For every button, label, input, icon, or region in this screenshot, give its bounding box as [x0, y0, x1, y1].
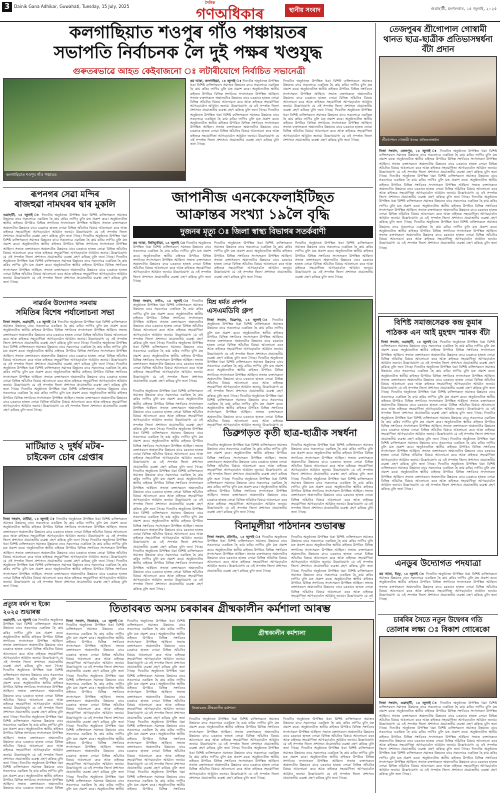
left-story1-byline: গুৱাহাটী, ১৪ জুলাই ঃ [3, 213, 40, 217]
left-story2-kicker: নাৱৰ্ডৰ উদ্যোগত সমবায় [33, 299, 97, 307]
left-story2-body-2: দিনটোৰ অনুষ্ঠানত উপস্থিত থকা বিশিষ্ট ব্যক্তিসকলে সমাজৰ উন্নয়নৰ বাবে সকলোৱে একত্ৰিত হৈ কাম কৰিব লাগিব বুলি মত প্ৰকাশ কৰে। অনুষ্ঠানটোত স্থানীয় ৰাইজৰ উপৰিও বিভিন্ন সংগঠনৰ সদস্যসকল উপস্থিত আছিল। সভাত বক্তাসকলে অঞ্চলটোৰ উন্নয়নৰ বাবে চৰকাৰে হাতত লোৱা বিভিন্ন আঁচনিৰ বিষয়ে আলোচনা কৰে আৰু ৰাইজক সহযোগিতা আগবঢ়াবলৈ আহ্বান জনায়। উল্লেখযোগ্য যে এই সন্দৰ্ভত জিলা প্ৰশাসনে প্ৰয়োজনীয় ব্যৱস্থা গ্ৰহণ কৰিছে বুলি জনা গৈছে। [3, 341, 127, 367]
lead-body-3: দিনটোৰ অনুষ্ঠানত উপস্থিত থকা বিশিষ্ট ব্যক্তিসকলে সমাজৰ উন্নয়নৰ বাবে সকলোৱে একত্ৰিত হৈ কাম কৰিব লাগিব বুলি মত প্ৰকাশ কৰে। অনুষ্ঠানটোত স্থানীয় ৰাইজৰ উপৰিও বিভিন্ন সংগঠনৰ সদস্যসকল উপস্থিত আছিল। সভাত বক্তাসকলে অঞ্চলটোৰ উন্নয়নৰ বাবে চৰকাৰে হাতত লোৱা বিভিন্ন আঁচনিৰ বিষয়ে আলোচনা কৰে আৰু ৰাইজক সহযোগিতা আগবঢ়াবলৈ আহ্বান জনায়। উল্লেখযোগ্য যে এই সন্দৰ্ভত জিলা প্ৰশাসনে প্ৰয়োজনীয় ব্যৱস্থা গ্ৰহণ কৰিছে বুলি জনা গৈছে। [283, 79, 372, 113]
center-main-subhead: দুজনৰ মৃত্যু ঃ জিলা স্বাস্থ্য বিভাগৰ সতৰ্কবাণী [133, 226, 373, 238]
lead-body-1: দিনটোৰ অনুষ্ঠানত উপস্থিত থকা বিশিষ্ট ব্যক্তিসকলে সমাজৰ উন্নয়নৰ বাবে সকলোৱে একত্ৰিত হৈ কাম কৰিব লাগিব বুলি মত প্ৰকাশ কৰে। অনুষ্ঠানটোত স্থানীয় ৰাইজৰ উপৰিও বিভিন্ন সংগঠনৰ সদস্যসকল উপস্থিত আছিল। সভাত বক্তাসকলে অঞ্চলটোৰ উন্নয়নৰ বাবে চৰকাৰে হাতত লোৱা বিভিন্ন আঁচনিৰ বিষয়ে আলোচনা কৰে আৰু ৰাইজক সহযোগিতা আগবঢ়াবলৈ আহ্বান জনায়। উল্লেখযোগ্য যে এই সন্দৰ্ভত জিলা প্ৰশাসনে প্ৰয়োজনীয় ব্যৱস্থা গ্ৰহণ কৰিছে বুলি জনা গৈছে। [190, 79, 279, 113]
bottom-photo-banner: গ্ৰীষ্মকালীন কৰ্মশালা [232, 626, 332, 641]
bottom-headline: তিতাবৰত অসম চৰকাৰৰ গ্ৰীষ্মকালীন কৰ্মশালা আৰম্ভ [109, 603, 331, 615]
left-story4-body-4: দিনটোৰ অনুষ্ঠানত উপস্থিত থকা বিশিষ্ট ব্যক্তিসকলে সমাজৰ উন্নয়নৰ বাবে সকলোৱে একত্ৰিত হৈ কাম কৰিব লাগিব বুলি মত প্ৰকাশ কৰে। অনুষ্ঠানটোত স্থানীয় ৰাইজৰ উপৰিও বিভিন্ন সংগঠনৰ সদস্যসকল উপস্থিত আছিল। সভাত বক্তাসকলে অঞ্চলটোৰ উন্নয়নৰ বাবে চৰকাৰে হাতত লোৱা বিভিন্ন [3, 760, 63, 790]
center-main-line1: জাপানীজ এনকেফেলাইটিছত [171, 190, 335, 206]
lead-photo [3, 78, 186, 181]
side-top-body-2: দিনটোৰ অনুষ্ঠানত উপস্থিত থকা বিশিষ্ট ব্যক্তিসকলে সমাজৰ উন্নয়নৰ বাবে সকলোৱে একত্ৰিত হৈ কাম কৰিব লাগিব বুলি মত প্ৰকাশ কৰে। অনুষ্ঠানটোত স্থানীয় ৰাইজৰ উপৰিও বিভিন্ন সংগঠনৰ সদস্যসকল উপস্থিত আছিল। সভাত বক্তাসকলে অঞ্চলটোৰ উন্নয়নৰ বাবে চৰকাৰে হাতত লোৱা বিভিন্ন আঁচনিৰ বিষয়ে আলোচনা কৰে আৰু ৰাইজক সহযোগিতা আগবঢ়াবলৈ আহ্বান জনায়। উল্লেখযোগ্য যে এই সন্দৰ্ভত জিলা প্ৰশাসনে প্ৰয়োজনীয় ব্যৱস্থা গ্ৰহণ কৰিছে বুলি জনা গৈছে। [379, 174, 497, 200]
mela-photo [286, 299, 373, 421]
mela-lower-body-9: দিনটোৰ অনুষ্ঠানত উপস্থিত থকা বিশিষ্ট ব্যক্তিসকলে সমাজৰ উন্নয়নৰ বাবে সকলোৱে একত্ৰিত হৈ কাম কৰিব লাগিব বুলি মত প্ৰকাশ কৰে। অনুষ্ঠানটোত স্থানীয় ৰাইজৰ উপৰিও বিভিন্ন সংগঠনৰ সদস্যসকল উপস্থিত আছিল। সভাত বক্তাসকলে অঞ্চলটোৰ উন্নয়নৰ বাবে চৰকাৰে হাতত লোৱা বিভিন্ন আঁচনিৰ বিষয়ে আলোচনা কৰে আৰু ৰাইজক সহযোগিতা আগবঢ়াবলৈ আহ্বান জনায়। উল্লেখযোগ্য যে এই সন্দৰ্ভত জিলা প্ৰশাসনে প্ৰয়োজনীয় ব্যৱস্থা গ্ৰহণ কৰিছে বুলি জনা গৈছে। [291, 476, 373, 515]
side-small1-body: দিনটোৰ অনুষ্ঠানত উপস্থিত থকা বিশিষ্ট ব্যক্তিসকলে সমাজৰ উন্নয়নৰ বাবে সকলোৱে একত্ৰিত হৈ কাম কৰিব লাগিব বুলি মত প্ৰকাশ কৰে। অনুষ্ঠানটোত স্থানীয় ৰাইজৰ উপৰিও বিভিন্ন সংগঠনৰ সদস্যসকল উপস্থিত আছিল। সভাত বক্তাসকলে অঞ্চলটোৰ উন্নয়নৰ বাবে চৰকাৰে হাতত লোৱা বিভিন্ন আঁচনিৰ বিষয়ে আলোচনা কৰে আৰু ৰাইজক সহযোগিতা আগবঢ়াবলৈ আহ্বান জনায়। উল্লেখযোগ্য যে এই সন্দৰ্ভত জিলা প্ৰশাসনে প্ৰয়োজনীয় ব্যৱস্থা গ্ৰহণ কৰিছে বুলি জনা গৈছে। [379, 572, 497, 602]
left-story3-line2: চাইকেল চোৰ গ্ৰেপ্তাৰ [26, 453, 104, 463]
left-story1-body-1: দিনটোৰ অনুষ্ঠানত উপস্থিত থকা বিশিষ্ট ব্যক্তিসকলে সমাজৰ উন্নয়নৰ বাবে সকলোৱে একত্ৰিত হৈ কাম কৰিব লাগিব বুলি মত প্ৰকাশ কৰে। অনুষ্ঠানটোত স্থানীয় ৰাইজৰ উপৰিও বিভিন্ন সংগঠনৰ সদস্যসকল উপস্থিত আছিল। সভাত বক্তাসকলে অঞ্চলটোৰ উন্নয়নৰ বাবে চৰকাৰে হাতত লোৱা বিভিন্ন আঁচনিৰ বিষয়ে আলোচনা কৰে আৰু ৰাইজক সহযোগিতা আগবঢ়াবলৈ আহ্বান জনায়। উল্লেখযোগ্য যে এই সন্দৰ্ভত জিলা প্ৰশাসনে প্ৰয়োজনীয় ব্যৱস্থা গ্ৰহণ কৰিছে বুলি জনা গৈছে। [3, 213, 127, 239]
center-main-byline: কম আৰা, তিনিচুকীয়া, ১৪ জুলাই ঃ [133, 241, 186, 245]
bottom-col1 [66, 619, 124, 791]
side-mid-headline [380, 318, 496, 337]
left-story1-body-2: দিনটোৰ অনুষ্ঠানত উপস্থিত থকা বিশিষ্ট ব্যক্তিসকলে সমাজৰ উন্নয়নৰ বাবে সকলোৱে একত্ৰিত হৈ কাম কৰিব লাগিব বুলি মত প্ৰকাশ কৰে। অনুষ্ঠানটোত স্থানীয় ৰাইজৰ উপৰিও বিভিন্ন সংগঠনৰ সদস্যসকল উপস্থিত আছিল। সভাত বক্তাসকলে অঞ্চলটোৰ উন্নয়নৰ বাবে চৰকাৰে হাতত লোৱা বিভিন্ন আঁচনিৰ বিষয়ে আলোচনা কৰে আৰু ৰাইজক সহযোগিতা আগবঢ়াবলৈ আহ্বান জনায়। উল্লেখযোগ্য যে এই সন্দৰ্ভত জিলা প্ৰশাসনে প্ৰয়োজনীয় ব্যৱস্থা গ্ৰহণ কৰিছে বুলি জনা গৈছে। [3, 234, 127, 260]
left-story1-body-3: দিনটোৰ অনুষ্ঠানত উপস্থিত থকা বিশিষ্ট ব্যক্তিসকলে সমাজৰ উন্নয়নৰ বাবে সকলোৱে একত্ৰিত হৈ কাম কৰিব লাগিব বুলি মত প্ৰকাশ কৰে। অনুষ্ঠানটোত স্থানীয় ৰাইজৰ উপৰিও বিভিন্ন সংগঠনৰ সদস্যসকল উপস্থিত আছিল। সভাত বক্তাসকলে অঞ্চলটোৰ উন্নয়নৰ বাবে চৰকাৰে হাতত লোৱা বিভিন্ন আঁচনিৰ বিষয়ে আলোচনা কৰে আৰু ৰাইজক সহযোগিতা আগবঢ়াবলৈ আহ্বান জনায়। উল্লেখযোগ্য যে এই সন্দৰ্ভত জিলা প্ৰশাসনে প্ৰয়োজনীয় ব্যৱস্থা গ্ৰহণ কৰিছে বুলি জনা গৈছে। [3, 255, 127, 285]
side-top-headline: তেজপুৰৰ শ্ৰীগোপাল গোস্বামী থানত ছাত্ৰ-ছাত্ৰীক প্ৰতিভাসম্বৰ্ধনা বঁটা প্ৰদান [383, 24, 493, 54]
mela-caption-headline: ডিব্ৰুগড়ত কৃতী ছাত্ৰ-ছাত্ৰীক সম্বৰ্ধনা [222, 428, 358, 439]
left-story3-headline [3, 442, 127, 464]
left-story3-line1: মাটিয়াত ২ দুৰ্ধৰ্ষ মটৰ- [25, 442, 105, 452]
mela-lower-body-3: দিনটোৰ অনুষ্ঠানত উপস্থিত থকা বিশিষ্ট ব্যক্তিসকলে সমাজৰ উন্নয়নৰ বাবে সকলোৱে একত্ৰিত হৈ কাম কৰিব লাগিব বুলি মত প্ৰকাশ কৰে। অনুষ্ঠানটোত স্থানীয় ৰাইজৰ উপৰিও বিভিন্ন সংগঠনৰ সদস্যসকল উপস্থিত আছিল। সভাত বক্তাসকলে অঞ্চলটোৰ উন্নয়নৰ বাবে চৰকাৰে হাতত লোৱা বিভিন্ন আঁচনিৰ বিষয়ে আলোচনা কৰে আৰু ৰাইজক সহযোগিতা আগবঢ়াবলৈ আহ্বান জনায়। উল্লেখযোগ্য যে এই সন্দৰ্ভত জিলা প্ৰশাসনে প্ৰয়োজনীয় ব্যৱস্থা গ্ৰহণ কৰিছে বুলি জনা গৈছে। [133, 468, 203, 511]
bottom-body-4: দিনটোৰ অনুষ্ঠানত উপস্থিত থকা বিশিষ্ট ব্যক্তিসকলে সমাজৰ উন্নয়নৰ বাবে সকলোৱে একত্ৰিত হৈ কাম কৰিব লাগিব বুলি মত প্ৰকাশ কৰে। অনুষ্ঠানটোত স্থানীয় [66, 774, 124, 791]
side-small2-body-3: দিনটোৰ অনুষ্ঠানত উপস্থিত থকা বিশিষ্ট ব্যক্তিসকলে সমাজৰ উন্নয়নৰ বাবে সকলোৱে একত্ৰিত হৈ কাম কৰিব লাগিব বুলি মত প্ৰকাশ কৰে। অনুষ্ঠানটোত স্থানীয় ৰাইজৰ উপৰিও বিভিন্ন সংগঠনৰ সদস্যসকল উপস্থিত আছিল। সভাত বক্তাসকলে অঞ্চলটোৰ উন্নয়নৰ বাবে চৰকাৰে হাতত লোৱা বিভিন্ন আঁচনিৰ বিষয়ে আলোচনা কৰে আৰু ৰাইজক সহযোগিতা আগবঢ়াবলৈ আহ্বান জনায়। উল্লেখযোগ্য যে এই সন্দৰ্ভত জিলা প্ৰশাসনে প্ৰয়োজনীয় ব্যৱস্থা গ্ৰহণ কৰিছে বুলি জনা গৈছে। [379, 747, 497, 777]
left-story4-text [3, 618, 63, 790]
side-small2-body-2: দিনটোৰ অনুষ্ঠানত উপস্থিত থকা বিশিষ্ট ব্যক্তিসকলে সমাজৰ উন্নয়নৰ বাবে সকলোৱে একত্ৰিত হৈ কাম কৰিব লাগিব বুলি মত প্ৰকাশ কৰে। অনুষ্ঠানটোত স্থানীয় ৰাইজৰ উপৰিও বিভিন্ন সংগঠনৰ সদস্যসকল উপস্থিত আছিল। সভাত বক্তাসকলে অঞ্চলটোৰ উন্নয়নৰ বাবে চৰকাৰে হাতত লোৱা বিভিন্ন আঁচনিৰ বিষয়ে আলোচনা কৰে আৰু ৰাইজক সহযোগিতা আগবঢ়াবলৈ আহ্বান জনায়। উল্লেখযোগ্য যে এই সন্দৰ্ভত জিলা প্ৰশাসনে প্ৰয়োজনীয় ব্যৱস্থা গ্ৰহণ কৰিছে বুলি জনা গৈছে। [379, 726, 497, 752]
rule-lead-bottom [3, 187, 373, 188]
rule-left2 [3, 440, 127, 441]
mela-lower-col2 [207, 443, 287, 517]
center-main-body-1: দিনটোৰ অনুষ্ঠানত উপস্থিত থকা বিশিষ্ট ব্যক্তিসকলে সমাজৰ উন্নয়নৰ বাবে সকলোৱে একত্ৰিত হৈ কাম কৰিব লাগিব বুলি মত প্ৰকাশ কৰে। অনুষ্ঠানটোত স্থানীয় ৰাইজৰ উপৰিও বিভিন্ন সংগঠনৰ সদস্যসকল উপস্থিত আছিল। সভাত বক্তাসকলে অঞ্চলটোৰ উন্নয়নৰ বাবে চৰকাৰে হাতত লোৱা বিভিন্ন আঁচনিৰ বিষয়ে আলোচনা কৰে আৰু ৰাইজক সহযোগিতা আগবঢ়াবলৈ আহ্বান জনায়। উল্লেখযোগ্য যে এই সন্দৰ্ভত জিলা প্ৰশাসনে প্ৰয়োজনীয় ব্যৱস্থা গ্ৰহণ কৰিছে বুলি জনা গৈছে। [133, 241, 211, 283]
side-small1-text [379, 572, 497, 612]
side-mid-body-3: দিনটোৰ অনুষ্ঠানত উপস্থিত থকা বিশিষ্ট ব্যক্তিসকলে সমাজৰ উন্নয়নৰ বাবে সকলোৱে একত্ৰিত হৈ কাম কৰিব লাগিব বুলি মত প্ৰকাশ কৰে। অনুষ্ঠানটোত স্থানীয় ৰাইজৰ উপৰিও বিভিন্ন সংগঠনৰ সদস্যসকল উপস্থিত আছিল। সভাত বক্তাসকলে অঞ্চলটোৰ উন্নয়নৰ বাবে চৰকাৰে হাতত লোৱা বিভিন্ন আঁচনিৰ বিষয়ে আলোচনা কৰে আৰু ৰাইজক সহযোগিতা আগবঢ়াবলৈ আহ্বান জনায়। উল্লেখযোগ্য যে এই সন্দৰ্ভত জিলা প্ৰশাসনে প্ৰয়োজনীয় ব্যৱস্থা গ্ৰহণ কৰিছে বুলি জনা গৈছে। [381, 390, 495, 416]
mela-lower-body-6: দিনটোৰ অনুষ্ঠানত উপস্থিত থকা বিশিষ্ট ব্যক্তিসকলে সমাজৰ উন্নয়নৰ বাবে সকলোৱে একত্ৰিত হৈ কাম কৰিব লাগিব বুলি মত প্ৰকাশ কৰে। অনুষ্ঠানটোত স্থানীয় ৰাইজৰ উপৰিও বিভিন্ন সংগঠনৰ সদস্যসকল উপস্থিত আছিল। সভাত বক্তাসকলে অঞ্চলটোৰ উন্নয়নৰ বাবে চৰকাৰে হাতত লোৱা বিভিন্ন আঁচনিৰ বিষয়ে আলোচনা কৰে আৰু ৰাইজক সহযোগিতা আগবঢ়াবলৈ আহ্বান জনায়। উল্লেখযোগ্য যে এই সন্দৰ্ভত জিলা প্ৰশাসনে প্ৰয়োজনীয় ব্যৱস্থা গ্ৰহণ কৰিছে বুলি জনা গৈছে। [207, 443, 287, 481]
side-mid-byline: নিজা সংবাদ, গুৱাহাটী, ১৪ জুলাই ঃ [381, 340, 438, 344]
side-mid-body-2: দিনটোৰ অনুষ্ঠানত উপস্থিত থকা বিশিষ্ট ব্যক্তিসকলে সমাজৰ উন্নয়নৰ বাবে সকলোৱে একত্ৰিত হৈ কাম কৰিব লাগিব বুলি মত প্ৰকাশ কৰে। অনুষ্ঠানটোত স্থানীয় ৰাইজৰ উপৰিও বিভিন্ন সংগঠনৰ সদস্যসকল উপস্থিত আছিল। সভাত বক্তাসকলে অঞ্চলটোৰ উন্নয়নৰ বাবে চৰকাৰে হাতত লোৱা বিভিন্ন আঁচনিৰ বিষয়ে আলোচনা কৰে আৰু ৰাইজক সহযোগিতা আগবঢ়াবলৈ আহ্বান জনায়। উল্লেখযোগ্য যে এই সন্দৰ্ভত জিলা প্ৰশাসনে প্ৰয়োজনীয় ব্যৱস্থা গ্ৰহণ কৰিছে বুলি জনা গৈছে। [381, 365, 495, 395]
school-body-3: দিনটোৰ অনুষ্ঠানত উপস্থিত থকা বিশিষ্ট ব্যক্তিসকলে সমাজৰ উন্নয়নৰ বাবে সকলোৱে একত্ৰিত হৈ কাম কৰিব লাগিব বুলি মত প্ৰকাশ কৰে। অনুষ্ঠানটোত স্থানীয় ৰাইজৰ উপৰিও বিভিন্ন সংগঠনৰ সদস্যসকল উপস্থিত আছিল। সভাত বক্তাসকলে অঞ্চলটোৰ উন্নয়নৰ বাবে চৰকাৰে হাতত লোৱা বিভিন্ন আঁচনিৰ বিষয়ে আলোচনা কৰে আৰু ৰাইজক সহযোগিতা আগবঢ়াবলৈ আহ্বান জনায়। উল্লেখযোগ্য যে এই [291, 568, 373, 598]
school-headline: বিনামূলীয়া পাঠদানৰ শুভাৰম্ভ [234, 521, 346, 532]
school-body-1: দিনটোৰ অনুষ্ঠানত উপস্থিত থকা বিশিষ্ট ব্যক্তিসকলে সমাজৰ উন্নয়নৰ বাবে সকলোৱে একত্ৰিত হৈ কাম কৰিব লাগিব বুলি মত প্ৰকাশ কৰে। অনুষ্ঠানটোত স্থানীয় ৰাইজৰ উপৰিও বিভিন্ন সংগঠনৰ সদস্যসকল উপস্থিত আছিল। সভাত বক্তাসকলে অঞ্চলটোৰ উন্নয়নৰ বাবে চৰকাৰে হাতত লোৱা বিভিন্ন আঁচনিৰ বিষয়ে আলোচনা কৰে আৰু ৰাইজক সহযোগিতা আগবঢ়াবলৈ আহ্বান জনায়। উল্লেখযোগ্য যে এই সন্দৰ্ভত জিলা প্ৰশাসনে প্ৰয়োজনীয় ব্যৱস্থা গ্ৰহণ কৰিছে বুলি জনা গৈছে। [207, 535, 287, 573]
rule-left-column [129, 189, 130, 514]
date-assamese: গুৱাহাটী, মংগলবাৰ, ১৫ জুলাই, ২০২৫ [430, 6, 497, 11]
side-small2-body-1: দিনটোৰ অনুষ্ঠানত উপস্থিত থকা বিশিষ্ট ব্যক্তিসকলে সমাজৰ উন্নয়নৰ বাবে সকলোৱে একত্ৰিত হৈ কাম কৰিব লাগিব বুলি মত প্ৰকাশ কৰে। অনুষ্ঠানটোত স্থানীয় ৰাইজৰ উপৰিও বিভিন্ন সংগঠনৰ সদস্যসকল উপস্থিত আছিল। সভাত বক্তাসকলে অঞ্চলটোৰ উন্নয়নৰ বাবে চৰকাৰে হাতত লোৱা বিভিন্ন আঁচনিৰ বিষয়ে আলোচনা কৰে আৰু ৰাইজক সহযোগিতা আগবঢ়াবলৈ আহ্বান জনায়। উল্লেখযোগ্য যে এই সন্দৰ্ভত জিলা প্ৰশাসনে প্ৰয়োজনীয় ব্যৱস্থা গ্ৰহণ কৰিছে বুলি জনা গৈছে। [379, 701, 497, 731]
left-story4-headline [3, 601, 63, 616]
side-top-byline: নিজা সংবাদ, তেজপুৰ, ১৪ জুলাই ঃ [379, 149, 438, 153]
left-story1-text [3, 213, 127, 295]
bottom-col4 [283, 717, 374, 791]
lead-headline [3, 23, 373, 63]
center-main-body-3: দিনটোৰ অনুষ্ঠানত উপস্থিত থকা বিশিষ্ট ব্যক্তিসকলে সমাজৰ উন্নয়নৰ বাবে সকলোৱে একত্ৰিত হৈ কাম কৰিব লাগিব বুলি মত প্ৰকাশ কৰে। অনুষ্ঠানটোত স্থানীয় ৰাইজৰ উপৰিও বিভিন্ন সংগঠনৰ সদস্যসকল উপস্থিত আছিল। সভাত বক্তাসকলে অঞ্চলটোৰ উন্নয়নৰ বাবে চৰকাৰে হাতত লোৱা বিভিন্ন আঁচনিৰ বিষয়ে আলোচনা কৰে আৰু ৰাইজক সহযোগিতা আগবঢ়াবলৈ আহ্বান জনায়। উল্লেখযোগ্য যে এই সন্দৰ্ভত জিলা প্ৰশাসনে প্ৰয়োজনীয় ব্যৱস্থা গ্ৰহণ কৰিছে বুলি জনা গৈছে। [295, 241, 373, 279]
side-top-body-1: দিনটোৰ অনুষ্ঠানত উপস্থিত থকা বিশিষ্ট ব্যক্তিসকলে সমাজৰ উন্নয়নৰ বাবে সকলোৱে একত্ৰিত হৈ কাম কৰিব লাগিব বুলি মত প্ৰকাশ কৰে। অনুষ্ঠানটোত স্থানীয় ৰাইজৰ উপৰিও বিভিন্ন সংগঠনৰ সদস্যসকল উপস্থিত আছিল। সভাত বক্তাসকলে অঞ্চলটোৰ উন্নয়নৰ বাবে চৰকাৰে হাতত লোৱা বিভিন্ন আঁচনিৰ বিষয়ে আলোচনা কৰে আৰু ৰাইজক সহযোগিতা আগবঢ়াবলৈ আহ্বান জনায়। উল্লেখযোগ্য যে এই সন্দৰ্ভত জিলা প্ৰশাসনে প্ৰয়োজনীয় ব্যৱস্থা গ্ৰহণ কৰিছে বুলি জনা গৈছে। [379, 149, 497, 179]
side-mid-line1: বিশিষ্ট সমাজসেৱক কন্দ্ৰ কুমাৰ [394, 318, 482, 327]
side-mid-text [381, 340, 495, 554]
paper-tag: দৈনিক [205, 0, 216, 5]
side-small2-headline [379, 616, 497, 634]
side-small1-byline: কম আৰা, ডিফু, ১৪ জুলাই ঃ [379, 572, 425, 576]
left-story3-byline: নিজা সংবাদ, মাটিয়া, ১৪ জুলাই ঃ [3, 517, 55, 521]
paper-name: গণঅধিকাৰ [196, 5, 264, 23]
bottom-body-7: দিনটোৰ অনুষ্ঠানত উপস্থিত থকা বিশিষ্ট ব্যক্তিসকলে সমাজৰ উন্নয়নৰ বাবে সকলোৱে একত্ৰিত হৈ কাম কৰিব লাগিব বুলি মত প্ৰকাশ কৰে। অনুষ্ঠানটোত স্থানীয় ৰাইজৰ উপৰিও বিভিন্ন সংগঠনৰ সদস্যসকল উপস্থিত আছিল। সভাত বক্তাসকলে অঞ্চলটোৰ উন্নয়নৰ বাবে চৰকাৰে হাতত লোৱা বিভিন্ন আঁচনিৰ বিষয়ে আলোচনা কৰে আৰু ৰাইজক সহযোগিতা আগবঢ়াবলৈ আহ্বান জনায়। উল্লেখযোগ্য যে এই সন্দৰ্ভত জিলা প্ৰশাসনে প্ৰয়োজনীয় ব্যৱস্থা গ্ৰহণ কৰিছে বুলি জনা গৈছে। [127, 719, 185, 775]
small-center-text [133, 299, 203, 385]
bottom-col3 [189, 717, 279, 791]
center-main-body-2: দিনটোৰ অনুষ্ঠানত উপস্থিত থকা বিশিষ্ট ব্যক্তিসকলে সমাজৰ উন্নয়নৰ বাবে সকলোৱে একত্ৰিত হৈ কাম কৰিব লাগিব বুলি মত প্ৰকাশ কৰে। অনুষ্ঠানটোত স্থানীয় ৰাইজৰ উপৰিও বিভিন্ন সংগঠনৰ সদস্যসকল উপস্থিত আছিল। সভাত বক্তাসকলে অঞ্চলটোৰ উন্নয়নৰ বাবে চৰকাৰে হাতত লোৱা বিভিন্ন আঁচনিৰ বিষয়ে আলোচনা কৰে আৰু ৰাইজক সহযোগিতা আগবঢ়াবলৈ আহ্বান জনায়। উল্লেখযোগ্য যে এই সন্দৰ্ভত জিলা প্ৰশাসনে প্ৰয়োজনীয় ব্যৱস্থা গ্ৰহণ কৰিছে বুলি জনা গৈছে। [214, 241, 292, 279]
bottom-col2 [127, 619, 185, 791]
side-mid-body-1: দিনটোৰ অনুষ্ঠানত উপস্থিত থকা বিশিষ্ট ব্যক্তিসকলে সমাজৰ উন্নয়নৰ বাবে সকলোৱে একত্ৰিত হৈ কাম কৰিব লাগিব বুলি মত প্ৰকাশ কৰে। অনুষ্ঠানটোত স্থানীয় ৰাইজৰ উপৰিও বিভিন্ন সংগঠনৰ সদস্যসকল উপস্থিত আছিল। সভাত বক্তাসকলে অঞ্চলটোৰ উন্নয়নৰ বাবে চৰকাৰে হাতত লোৱা বিভিন্ন আঁচনিৰ বিষয়ে আলোচনা কৰে আৰু ৰাইজক সহযোগিতা আগবঢ়াবলৈ আহ্বান জনায়। উল্লেখযোগ্য যে এই সন্দৰ্ভত জিলা প্ৰশাসনে প্ৰয়োজনীয় ব্যৱস্থা গ্ৰহণ কৰিছে বুলি জনা গৈছে। [381, 340, 495, 370]
rule-right-column [375, 23, 376, 793]
mela-body-3: দিনটোৰ অনুষ্ঠানত উপস্থিত থকা বিশিষ্ট ব্যক্তিসকলে সমাজৰ উন্নয়নৰ বাবে সকলোৱে একত্ৰিত হৈ কাম কৰিব লাগিব বুলি মত প্ৰকাশ কৰে। অনুষ্ঠানটোত স্থানীয় ৰাইজৰ উপৰিও বিভিন্ন সংগঠনৰ সদস্যসকল উপস্থিত আছিল। সভাত বক্তাসকলে অঞ্চলটোৰ উন্নয়নৰ বাবে চৰকাৰে হাতত লোৱা বিভিন্ন আঁচনিৰ বিষয়ে আলোচনা কৰে আৰু ৰাইজক সহযোগিতা আগবঢ়াবলৈ আহ্বান জনায়। উল্লেখযোগ্য যে [207, 393, 283, 428]
bottom-body-5: দিনটোৰ অনুষ্ঠানত উপস্থিত থকা বিশিষ্ট ব্যক্তিসকলে সমাজৰ উন্নয়নৰ বাবে সকলোৱে একত্ৰিত হৈ কাম কৰিব লাগিব বুলি মত প্ৰকাশ কৰে। অনুষ্ঠানটোত স্থানীয় ৰাইজৰ উপৰিও বিভিন্ন সংগঠনৰ সদস্যসকল উপস্থিত আছিল। সভাত বক্তাসকলে অঞ্চলটোৰ উন্নয়নৰ বাবে চৰকাৰে হাতত লোৱা বিভিন্ন আঁচনিৰ বিষয়ে আলোচনা কৰে আৰু ৰাইজক সহযোগিতা আগবঢ়াবলৈ আহ্বান জনায়। উল্লেখযোগ্য যে এই সন্দৰ্ভত জিলা প্ৰশাসনে প্ৰয়োজনীয় ব্যৱস্থা গ্ৰহণ কৰিছে বুলি জনা গৈছে। [127, 619, 185, 674]
left-story1-line1: ৰূপনগৰ সেৱা মন্দিৰ [30, 190, 100, 200]
left-story3-body-3: দিনটোৰ অনুষ্ঠানত উপস্থিত থকা বিশিষ্ট ব্যক্তিসকলে সমাজৰ উন্নয়নৰ বাবে সকলোৱে একত্ৰিত হৈ কাম কৰিব লাগিব বুলি মত প্ৰকাশ কৰে। অনুষ্ঠানটোত স্থানীয় ৰাইজৰ উপৰিও বিভিন্ন সংগঠনৰ সদস্যসকল উপস্থিত আছিল। সভাত বক্তাসকলে অঞ্চলটোৰ উন্নয়নৰ বাবে চৰকাৰে হাতত লোৱা বিভিন্ন আঁচনিৰ বিষয়ে আলোচনা কৰে আৰু ৰাইজক সহযোগিতা আগবঢ়াবলৈ আহ্বান জনায়। উল্লেখযোগ্য যে এই সন্দৰ্ভত জিলা প্ৰশাসনে প্ৰয়োজনীয় ব্যৱস্থা গ্ৰহণ কৰিছে বুলি জনা গৈছে। [3, 559, 127, 589]
bottom-body-10: দিনটোৰ অনুষ্ঠানত উপস্থিত থকা বিশিষ্ট ব্যক্তিসকলে সমাজৰ উন্নয়নৰ বাবে সকলোৱে একত্ৰিত হৈ কাম কৰিব লাগিব বুলি মত প্ৰকাশ কৰে। অনুষ্ঠানটোত স্থানীয় ৰাইজৰ উপৰিও বিভিন্ন সংগঠনৰ সদস্যসকল উপস্থিত আছিল। সভাত বক্তাসকলে অঞ্চলটোৰ উন্নয়নৰ বাবে চৰকাৰে হাতত লোৱা বিভিন্ন আঁচনিৰ বিষয়ে আলোচনা কৰে আৰু ৰাইজক সহযোগিতা আগবঢ়াবলৈ আহ্বান জনায়। উল্লেখযোগ্য যে এই সন্দৰ্ভত জিলা প্ৰশাসনে প্ৰয়োজনীয় ব্যৱস্থা গ্ৰহণ কৰিছে বুলি জনা গৈছে। [189, 746, 279, 780]
mela-lower-body-8: দিনটোৰ অনুষ্ঠানত উপস্থিত থকা বিশিষ্ট ব্যক্তিসকলে সমাজৰ উন্নয়নৰ বাবে সকলোৱে একত্ৰিত হৈ কাম কৰিব লাগিব বুলি মত প্ৰকাশ কৰে। অনুষ্ঠানটোত স্থানীয় ৰাইজৰ উপৰিও বিভিন্ন সংগঠনৰ সদস্যসকল উপস্থিত আছিল। সভাত বক্তাসকলে অঞ্চলটোৰ উন্নয়নৰ বাবে চৰকাৰে হাতত লোৱা বিভিন্ন আঁচনিৰ বিষয়ে আলোচনা কৰে আৰু ৰাইজক সহযোগিতা আগবঢ়াবলৈ আহ্বান জনায়। উল্লেখযোগ্য যে এই সন্দৰ্ভত জিলা প্ৰশাসনে প্ৰয়োজনীয় ব্যৱস্থা গ্ৰহণ কৰিছে বুলি জনা গৈছে। [291, 443, 373, 481]
side-top-text [379, 149, 497, 309]
bottom-byline: নিজা সংবাদ, তিতাবৰ, ১৪ জুলাই ঃ [66, 619, 124, 623]
mela-kicker: মিশ্ৰ ধৰ্মত প্ৰদৰ্শন [207, 299, 247, 306]
bottom-body-9: দিনটোৰ অনুষ্ঠানত উপস্থিত থকা বিশিষ্ট ব্যক্তিসকলে সমাজৰ উন্নয়নৰ বাবে সকলোৱে একত্ৰিত হৈ কাম কৰিব লাগিব বুলি মত প্ৰকাশ কৰে। অনুষ্ঠানটোত স্থানীয় ৰাইজৰ উপৰিও বিভিন্ন সংগঠনৰ সদস্যসকল উপস্থিত আছিল। সভাত বক্তাসকলে অঞ্চলটোৰ উন্নয়নৰ বাবে চৰকাৰে হাতত লোৱা বিভিন্ন আঁচনিৰ বিষয়ে আলোচনা কৰে আৰু ৰাইজক সহযোগিতা আগবঢ়াবলৈ আহ্বান জনায়। উল্লেখযোগ্য যে এই সন্দৰ্ভত জিলা প্ৰশাসনে প্ৰয়োজনীয় ব্যৱস্থা গ্ৰহণ কৰিছে বুলি জনা গৈছে। [189, 717, 279, 751]
rule-side-small1 [378, 614, 498, 615]
left-story3-body-2: দিনটোৰ অনুষ্ঠানত উপস্থিত থকা বিশিষ্ট ব্যক্তিসকলে সমাজৰ উন্নয়নৰ বাবে সকলোৱে একত্ৰিত হৈ কাম কৰিব লাগিব বুলি মত প্ৰকাশ কৰে। অনুষ্ঠানটোত স্থানীয় ৰাইজৰ উপৰিও বিভিন্ন সংগঠনৰ সদস্যসকল উপস্থিত আছিল। সভাত বক্তাসকলে অঞ্চলটোৰ উন্নয়নৰ বাবে চৰকাৰে হাতত লোৱা বিভিন্ন আঁচনিৰ বিষয়ে আলোচনা কৰে আৰু ৰাইজক সহযোগিতা আগবঢ়াবলৈ আহ্বান জনায়। উল্লেখযোগ্য যে এই সন্দৰ্ভত জিলা প্ৰশাসনে প্ৰয়োজনীয় ব্যৱস্থা গ্ৰহণ কৰিছে বুলি জনা গৈছে। [3, 538, 127, 564]
bottom-body-3: দিনটোৰ অনুষ্ঠানত উপস্থিত থকা বিশিষ্ট ব্যক্তিসকলে সমাজৰ উন্নয়নৰ বাবে সকলোৱে একত্ৰিত হৈ কাম কৰিব লাগিব বুলি মত প্ৰকাশ কৰে। অনুষ্ঠানটোত স্থানীয় ৰাইজৰ উপৰিও বিভিন্ন সংগঠনৰ সদস্যসকল উপস্থিত আছিল। সভাত বক্তাসকলে অঞ্চলটোৰ উন্নয়নৰ বাবে চৰকাৰে হাতত লোৱা বিভিন্ন আঁচনিৰ বিষয়ে আলোচনা কৰে আৰু ৰাইজক সহযোগিতা আগবঢ়াবলৈ আহ্বান জনায়। উল্লেখযোগ্য যে এই সন্দৰ্ভত জিলা প্ৰশাসনে প্ৰয়োজনীয় ব্যৱস্থা গ্ৰহণ কৰিছে বুলি জনা গৈছে। [66, 724, 124, 779]
bottom-body-12: দিনটোৰ অনুষ্ঠানত উপস্থিত থকা বিশিষ্ট ব্যক্তিসকলে সমাজৰ উন্নয়নৰ বাবে সকলোৱে একত্ৰিত হৈ কাম কৰিব লাগিব বুলি মত প্ৰকাশ কৰে। অনুষ্ঠানটোত স্থানীয় ৰাইজৰ উপৰিও বিভিন্ন সংগঠনৰ সদস্যসকল উপস্থিত আছিল। সভাত বক্তাসকলে অঞ্চলটোৰ উন্নয়নৰ বাবে চৰকাৰে হাতত লোৱা বিভিন্ন আঁচনিৰ বিষয়ে আলোচনা কৰে আৰু ৰাইজক সহযোগিতা আগবঢ়াবলৈ আহ্বান জনায়। উল্লেখযোগ্য যে এই সন্দৰ্ভত জিলা প্ৰশাসনে প্ৰয়োজনীয় ব্যৱস্থা গ্ৰহণ কৰিছে বুলি জনা গৈছে। [283, 746, 374, 780]
mela-byline: নিজা সংবাদ, ডিব্ৰুগড়, ১৪ জুলাই ঃ [207, 318, 270, 322]
side-mid-body-5: দিনটোৰ অনুষ্ঠানত উপস্থিত থকা বিশিষ্ট ব্যক্তিসকলে সমাজৰ উন্নয়নৰ বাবে সকলোৱে একত্ৰিত হৈ কাম কৰিব লাগিব বুলি মত প্ৰকাশ কৰে। অনুষ্ঠানটোত স্থানীয় ৰাইজৰ উপৰিও বিভিন্ন সংগঠনৰ সদস্যসকল উপস্থিত আছিল। সভাত বক্তাসকলে অঞ্চলটোৰ উন্নয়নৰ বাবে চৰকাৰে হাতত লোৱা বিভিন্ন আঁচনিৰ বিষয়ে আলোচনা কৰে আৰু ৰাইজক সহযোগিতা আগবঢ়াবলৈ আহ্বান জনায়। উল্লেখযোগ্য যে এই সন্দৰ্ভত জিলা প্ৰশাসনে প্ৰয়োজনীয় ব্যৱস্থা গ্ৰহণ কৰিছে বুলি জনা গৈছে। [381, 436, 495, 466]
center-main-headline [133, 190, 373, 224]
left-story4-body-2: দিনটোৰ অনুষ্ঠানত উপস্থিত থকা বিশিষ্ট ব্যক্তিসকলে সমাজৰ উন্নয়নৰ বাবে সকলোৱে একত্ৰিত হৈ কাম কৰিব লাগিব বুলি মত প্ৰকাশ কৰে। অনুষ্ঠানটোত স্থানীয় ৰাইজৰ উপৰিও বিভিন্ন সংগঠনৰ সদস্যসকল উপস্থিত আছিল। সভাত বক্তাসকলে অঞ্চলটোৰ উন্নয়নৰ বাবে চৰকাৰে হাতত লোৱা বিভিন্ন আঁচনিৰ বিষয়ে আলোচনা কৰে আৰু ৰাইজক সহযোগিতা আগবঢ়াবলৈ আহ্বান জনায়। উল্লেখযোগ্য যে এই সন্দৰ্ভত জিলা প্ৰশাসনে প্ৰয়োজনীয় ব্যৱস্থা গ্ৰহণ কৰিছে বুলি জনা গৈছে। [3, 668, 63, 719]
lead-byline: কম আৰা, কলগাছিয়া, ১৪ জুলাই ঃ [190, 79, 242, 83]
side-top-caption: শ্ৰীগোপাল গোস্বামী থানত প্ৰতিভাসম্বৰ্ধনা [380, 136, 496, 145]
left-story2-headline: সমিতিৰ বিশেষ পৰ্যালোচনা সভা [15, 308, 115, 317]
lead-headline-line2: সভাপতি নিৰ্বাচনক লৈ দুই পক্ষৰ খণ্ডযুদ্ধ [53, 43, 323, 63]
rule-left3 [3, 599, 127, 600]
bottom-body-8: দিনটোৰ অনুষ্ঠানত উপস্থিত থকা বিশিষ্ট ব্যক্তিসকলে সমাজৰ উন্নয়নৰ বাবে সকলোৱে একত্ৰিত হৈ কাম কৰিব লাগিব বুলি মত প্ৰকাশ কৰে। অনুষ্ঠানটোত স্থানীয় ৰাইজৰ উপৰিও বিভিন্ন সংগঠনৰ [127, 770, 185, 791]
left-story2-body-4: দিনটোৰ অনুষ্ঠানত উপস্থিত থকা বিশিষ্ট ব্যক্তিসকলে সমাজৰ উন্নয়নৰ বাবে সকলোৱে একত্ৰিত হৈ কাম কৰিব লাগিব বুলি মত প্ৰকাশ কৰে। অনুষ্ঠানটোত স্থানীয় ৰাইজৰ উপৰিও বিভিন্ন সংগঠনৰ সদস্যসকল উপস্থিত আছিল। সভাত বক্তাসকলে অঞ্চলটোৰ উন্নয়নৰ বাবে চৰকাৰে হাতত লোৱা বিভিন্ন আঁচনিৰ বিষয়ে আলোচনা কৰে আৰু ৰাইজক সহযোগিতা আগবঢ়াবলৈ আহ্বান জনায়। উল্লেখযোগ্য যে এই সন্দৰ্ভত জিলা প্ৰশাসনে প্ৰয়োজনীয় ব্যৱস্থা গ্ৰহণ কৰিছে বুলি জনা গৈছে। [3, 387, 127, 413]
bottom-body-6: দিনটোৰ অনুষ্ঠানত উপস্থিত থকা বিশিষ্ট ব্যক্তিসকলে সমাজৰ উন্নয়নৰ বাবে সকলোৱে একত্ৰিত হৈ কাম কৰিব লাগিব বুলি মত প্ৰকাশ কৰে। অনুষ্ঠানটোত স্থানীয় ৰাইজৰ উপৰিও বিভিন্ন সংগঠনৰ সদস্যসকল উপস্থিত আছিল। সভাত বক্তাসকলে অঞ্চলটোৰ উন্নয়নৰ বাবে চৰকাৰে হাতত লোৱা বিভিন্ন আঁচনিৰ বিষয়ে আলোচনা কৰে আৰু ৰাইজক সহযোগিতা আগবঢ়াবলৈ আহ্বান জনায়। উল্লেখযোগ্য যে এই সন্দৰ্ভত জিলা প্ৰশাসনে প্ৰয়োজনীয় ব্যৱস্থা গ্ৰহণ কৰিছে বুলি জনা গৈছে। [127, 669, 185, 724]
rule-bottom-top [66, 601, 374, 602]
side-top-photo [379, 56, 497, 146]
mela-lower-body-1: দিনটোৰ অনুষ্ঠানত উপস্থিত থকা বিশিষ্ট ব্যক্তিসকলে সমাজৰ উন্নয়নৰ বাবে সকলোৱে একত্ৰিত হৈ কাম কৰিব লাগিব বুলি মত প্ৰকাশ কৰে। অনুষ্ঠানটোত স্থানীয় ৰাইজৰ উপৰিও বিভিন্ন সংগঠনৰ সদস্যসকল উপস্থিত আছিল। সভাত বক্তাসকলে অঞ্চলটোৰ উন্নয়নৰ বাবে চৰকাৰে হাতত লোৱা বিভিন্ন আঁচনিৰ বিষয়ে আলোচনা কৰে আৰু ৰাইজক সহযোগিতা আগবঢ়াবলৈ আহ্বান জনায়। উল্লেখযোগ্য যে এই সন্দৰ্ভত জিলা প্ৰশাসনে প্ৰয়োজনীয় ব্যৱস্থা গ্ৰহণ কৰিছে বুলি জনা গৈছে। [133, 389, 203, 431]
mela-headline: এসএমডিবি গ্ৰুপ [207, 307, 254, 315]
mela-lower-body-7: দিনটোৰ অনুষ্ঠানত উপস্থিত থকা বিশিষ্ট ব্যক্তিসকলে সমাজৰ উন্নয়নৰ বাবে সকলোৱে একত্ৰিত হৈ কাম কৰিব লাগিব বুলি মত প্ৰকাশ কৰে। অনুষ্ঠানটোত স্থানীয় ৰাইজৰ উপৰিও বিভিন্ন সংগঠনৰ সদস্যসকল উপস্থিত আছিল। সভাত বক্তাসকলে অঞ্চলটোৰ উন্নয়নৰ বাবে চৰকাৰে হাতত লোৱা বিভিন্ন আঁচনিৰ বিষয়ে আলোচনা কৰে আৰু ৰাইজক সহযোগিতা আগবঢ়াবলৈ আহ্বান জনায়। উল্লেখযোগ্য যে এই সন্দৰ্ভত জিলা প্ৰশাসনে প্ৰয়োজনীয় ব্যৱস্থা গ্ৰহণ কৰিছে বুলি জনা গৈছে। [207, 476, 287, 515]
left-story1-line2: ৰাজহুৱা নামঘৰৰ দ্বাৰ মুকলি [14, 200, 116, 210]
edition-line: Dainik Gana Adhikar, Guwahati, Tuesday, 15 July, 2025 [14, 4, 130, 9]
rule-left1 [3, 297, 127, 298]
side-small2-byline: নিজা সংবাদ, গুৱাহাটী, ১৪ জুলাই ঃ [379, 701, 438, 705]
mela-body-2: দিনটোৰ অনুষ্ঠানত উপস্থিত থকা বিশিষ্ট ব্যক্তিসকলে সমাজৰ উন্নয়নৰ বাবে সকলোৱে একত্ৰিত হৈ কাম কৰিব লাগিব বুলি মত প্ৰকাশ কৰে। অনুষ্ঠানটোত স্থানীয় ৰাইজৰ উপৰিও বিভিন্ন সংগঠনৰ সদস্যসকল উপস্থিত আছিল। সভাত বক্তাসকলে অঞ্চলটোৰ উন্নয়নৰ বাবে চৰকাৰে হাতত লোৱা বিভিন্ন আঁচনিৰ বিষয়ে আলোচনা কৰে আৰু ৰাইজক সহযোগিতা আগবঢ়াবলৈ আহ্বান জনায়। উল্লেখযোগ্য যে এই সন্দৰ্ভত জিলা প্ৰশাসনে প্ৰয়োজনীয় ব্যৱস্থা গ্ৰহণ কৰিছে বুলি জনা গৈছে। [207, 355, 283, 398]
mela-lower-body-4: দিনটোৰ অনুষ্ঠানত উপস্থিত থকা বিশিষ্ট ব্যক্তিসকলে সমাজৰ উন্নয়নৰ বাবে সকলোৱে একত্ৰিত হৈ কাম কৰিব লাগিব বুলি মত প্ৰকাশ কৰে। অনুষ্ঠানটোত স্থানীয় ৰাইজৰ উপৰিও বিভিন্ন সংগঠনৰ সদস্যসকল উপস্থিত আছিল। সভাত বক্তাসকলে অঞ্চলটোৰ উন্নয়নৰ বাবে চৰকাৰে হাতত লোৱা বিভিন্ন আঁচনিৰ বিষয়ে আলোচনা কৰে আৰু ৰাইজক সহযোগিতা আগবঢ়াবলৈ আহ্বান জনায়। উল্লেখযোগ্য যে এই সন্দৰ্ভত জিলা প্ৰশাসনে প্ৰয়োজনীয় ব্যৱস্থা গ্ৰহণ কৰিছে বুলি জনা গৈছে। [133, 506, 203, 549]
side-small2-photo [379, 636, 497, 698]
left-story4-line2: ২০২৫ শুভাৰম্ভ [3, 608, 41, 616]
center-main-line2: আক্ৰান্তৰ সংখ্যা ১৯লৈ বৃদ্ধি [176, 207, 330, 223]
side-mid-line2: পাঠকক এন আই মুহম্মদ স্মাৰক বঁটা [385, 327, 491, 337]
lead-headline-line1: কলগাছিয়াত শওপুৰ গাঁও পঞ্চায়তৰ [69, 23, 307, 43]
left-story4-body-1: দিনটোৰ অনুষ্ঠানত উপস্থিত থকা বিশিষ্ট ব্যক্তিসকলে সমাজৰ উন্নয়নৰ বাবে সকলোৱে একত্ৰিত হৈ কাম কৰিব লাগিব বুলি মত প্ৰকাশ কৰে। অনুষ্ঠানটোত স্থানীয় ৰাইজৰ উপৰিও বিভিন্ন সংগঠনৰ সদস্যসকল উপস্থিত আছিল। সভাত বক্তাসকলে অঞ্চলটোৰ উন্নয়নৰ বাবে চৰকাৰে হাতত লোৱা বিভিন্ন আঁচনিৰ বিষয়ে আলোচনা কৰে আৰু ৰাইজক সহযোগিতা আগবঢ়াবলৈ আহ্বান জনায়। উল্লেখযোগ্য যে এই সন্দৰ্ভত জিলা প্ৰশাসনে প্ৰয়োজনীয় ব্যৱস্থা গ্ৰহণ কৰিছে বুলি জনা গৈছে। [3, 618, 63, 669]
rule-side-top-bottom [378, 313, 498, 314]
side-small1-headline: এনডুৰ উদ্যোগত পদযাত্ৰা [394, 559, 482, 569]
side-mid-body-6: দিনটোৰ অনুষ্ঠানত উপস্থিত থকা বিশিষ্ট ব্যক্তিসকলে সমাজৰ উন্নয়নৰ বাবে সকলোৱে একত্ৰিত হৈ কাম কৰিব লাগিব বুলি মত প্ৰকাশ কৰে। অনুষ্ঠানটোত স্থানীয় ৰাইজৰ উপৰিও বিভিন্ন সংগঠনৰ সদস্যসকল উপস্থিত আছিল। সভাত বক্তাসকলে অঞ্চলটোৰ উন্নয়নৰ বাবে চৰকাৰে হাতত লোৱা বিভিন্ন আঁচনিৰ বিষয়ে আলোচনা কৰে আৰু ৰাইজক সহযোগিতা আগবঢ়াবলৈ আহ্বান জনায়। উল্লেখযোগ্য যে এই সন্দৰ্ভত জিলা প্ৰশাসনে প্ৰয়োজনীয় ব্যৱস্থা গ্ৰহণ কৰিছে বুলি জনা গৈছে। [381, 461, 495, 492]
left-story2-body-1: দিনটোৰ অনুষ্ঠানত উপস্থিত থকা বিশিষ্ট ব্যক্তিসকলে সমাজৰ উন্নয়নৰ বাবে সকলোৱে একত্ৰিত হৈ কাম কৰিব লাগিব বুলি মত প্ৰকাশ কৰে। অনুষ্ঠানটোত স্থানীয় ৰাইজৰ উপৰিও বিভিন্ন সংগঠনৰ সদস্যসকল উপস্থিত আছিল। সভাত বক্তাসকলে অঞ্চলটোৰ উন্নয়নৰ বাবে চৰকাৰে হাতত লোৱা বিভিন্ন আঁচনিৰ বিষয়ে আলোচনা কৰে আৰু ৰাইজক সহযোগিতা আগবঢ়াবলৈ আহ্বান জনায়। উল্লেখযোগ্য যে এই সন্দৰ্ভত জিলা প্ৰশাসনে প্ৰয়োজনীয় ব্যৱস্থা গ্ৰহণ কৰিছে বুলি জনা গৈছে। [3, 320, 127, 346]
rule-mela [207, 519, 373, 520]
school-body-2: দিনটোৰ অনুষ্ঠানত উপস্থিত থকা বিশিষ্ট ব্যক্তিসকলে সমাজৰ উন্নয়নৰ বাবে সকলোৱে একত্ৰিত হৈ কাম কৰিব লাগিব বুলি মত প্ৰকাশ কৰে। অনুষ্ঠানটোত স্থানীয় ৰাইজৰ উপৰিও বিভিন্ন সংগঠনৰ সদস্যসকল উপস্থিত আছিল। সভাত বক্তাসকলে অঞ্চলটোৰ উন্নয়নৰ বাবে চৰকাৰে হাতত লোৱা বিভিন্ন আঁচনিৰ বিষয়ে আলোচনা কৰে আৰু ৰাইজক সহযোগিতা আগবঢ়াবলৈ আহ্বান জনায়। উল্লেখযোগ্য যে এই সন্দৰ্ভত জিলা প্ৰশাসনে প্ৰয়োজনীয় ব্যৱস্থা গ্ৰহণ কৰিছে বুলি জনা গৈছে। [291, 535, 373, 573]
side-mid-body-4: দিনটোৰ অনুষ্ঠানত উপস্থিত থকা বিশিষ্ট ব্যক্তিসকলে সমাজৰ উন্নয়নৰ বাবে সকলোৱে একত্ৰিত হৈ কাম কৰিব লাগিব বুলি মত প্ৰকাশ কৰে। অনুষ্ঠানটোত স্থানীয় ৰাইজৰ উপৰিও বিভিন্ন সংগঠনৰ সদস্যসকল উপস্থিত আছিল। সভাত বক্তাসকলে অঞ্চলটোৰ উন্নয়নৰ বাবে চৰকাৰে হাতত লোৱা বিভিন্ন আঁচনিৰ বিষয়ে আলোচনা কৰে আৰু ৰাইজক সহযোগিতা আগবঢ়াবলৈ আহ্বান জনায়। উল্লেখযোগ্য যে এই সন্দৰ্ভত জিলা প্ৰশাসনে প্ৰয়োজনীয় ব্যৱস্থা গ্ৰহণ কৰিছে বুলি জনা গৈছে। [381, 411, 495, 441]
side-top-body-4: দিনটোৰ অনুষ্ঠানত উপস্থিত থকা বিশিষ্ট ব্যক্তিসকলে সমাজৰ উন্নয়নৰ বাবে সকলোৱে একত্ৰিত হৈ কাম কৰিব লাগিব বুলি মত প্ৰকাশ কৰে। অনুষ্ঠানটোত স্থানীয় ৰাইজৰ উপৰিও বিভিন্ন সংগঠনৰ সদস্যসকল উপস্থিত আছিল। সভাত বক্তাসকলে অঞ্চলটোৰ উন্নয়নৰ বাবে চৰকাৰে হাতত লোৱা বিভিন্ন আঁচনিৰ বিষয়ে আলোচনা কৰে আৰু ৰাইজক সহযোগিতা আগবঢ়াবলৈ আহ্বান জনায়। উল্লেখযোগ্য যে এই সন্দৰ্ভত জিলা প্ৰশাসনে প্ৰয়োজনীয় ব্যৱস্থা গ্ৰহণ কৰিছে বুলি জনা গৈছে। [379, 220, 497, 250]
mela-lower-col1 [133, 389, 203, 599]
small-center-body-2: দিনটোৰ অনুষ্ঠানত উপস্থিত থকা বিশিষ্ট ব্যক্তিসকলে সমাজৰ উন্নয়নৰ বাবে সকলোৱে একত্ৰিত হৈ কাম কৰিব লাগিব বুলি মত প্ৰকাশ কৰে। অনুষ্ঠানটোত স্থানীয় ৰাইজৰ উপৰিও বিভিন্ন সংগঠনৰ সদস্যসকল উপস্থিত আছিল। সভাত বক্তাসকলে অঞ্চলটোৰ উন্নয়নৰ বাবে চৰকাৰে হাতত লোৱা বিভিন্ন আঁচনিৰ বিষয়ে আলোচনা কৰে আৰু ৰাইজক সহযোগিতা আগবঢ়াবলৈ আহ্বান জনায়। উল্লেখযোগ্য যে এই সন্দৰ্ভত জিলা প্ৰশাসনে প্ৰয়োজনীয় ব্যৱস্থা গ্ৰহণ কৰিছে বুলি জনা গৈছে। [133, 341, 203, 383]
lead-text-col1 [190, 79, 279, 184]
left-story4-line1: প্ৰত্যুষ বৰ্ধন দ্য ইকো [3, 601, 50, 608]
bottom-body-2: দিনটোৰ অনুষ্ঠানত উপস্থিত থকা বিশিষ্ট ব্যক্তিসকলে সমাজৰ উন্নয়নৰ বাবে সকলোৱে একত্ৰিত হৈ কাম কৰিব লাগিব বুলি মত প্ৰকাশ কৰে। অনুষ্ঠানটোত স্থানীয় ৰাইজৰ উপৰিও বিভিন্ন সংগঠনৰ সদস্যসকল উপস্থিত আছিল। সভাত বক্তাসকলে অঞ্চলটোৰ উন্নয়নৰ বাবে চৰকাৰে হাতত লোৱা বিভিন্ন আঁচনিৰ বিষয়ে আলোচনা কৰে আৰু ৰাইজক সহযোগিতা আগবঢ়াবলৈ আহ্বান জনায়। উল্লেখযোগ্য যে এই সন্দৰ্ভত জিলা প্ৰশাসনে প্ৰয়োজনীয় ব্যৱস্থা গ্ৰহণ কৰিছে বুলি জনা গৈছে। [66, 673, 124, 729]
left-story4-body-3: দিনটোৰ অনুষ্ঠানত উপস্থিত থকা বিশিষ্ট ব্যক্তিসকলে সমাজৰ উন্নয়নৰ বাবে সকলোৱে একত্ৰিত হৈ কাম কৰিব লাগিব বুলি মত প্ৰকাশ কৰে। অনুষ্ঠানটোত স্থানীয় ৰাইজৰ উপৰিও বিভিন্ন সংগঠনৰ সদস্যসকল উপস্থিত আছিল। সভাত বক্তাসকলে অঞ্চলটোৰ উন্নয়নৰ বাবে চৰকাৰে হাতত লোৱা বিভিন্ন আঁচনিৰ বিষয়ে আলোচনা কৰে আৰু ৰাইজক সহযোগিতা আগবঢ়াবলৈ আহ্বান জনায়। উল্লেখযোগ্য যে এই সন্দৰ্ভত জিলা প্ৰশাসনে প্ৰয়োজনীয় ব্যৱস্থা গ্ৰহণ কৰিছে বুলি জনা গৈছে। [3, 714, 63, 765]
lead-subhead: গুৰুতৰভাৱে আহত কেইবাজনো ঃ লটাৰীযোগে নিৰ্বাচিত সভানেত্ৰী [72, 67, 306, 77]
left-story2-body-3: দিনটোৰ অনুষ্ঠানত উপস্থিত থকা বিশিষ্ট ব্যক্তিসকলে সমাজৰ উন্নয়নৰ বাবে সকলোৱে একত্ৰিত হৈ কাম কৰিব লাগিব বুলি মত প্ৰকাশ কৰে। অনুষ্ঠানটোত স্থানীয় ৰাইজৰ উপৰিও বিভিন্ন সংগঠনৰ সদস্যসকল উপস্থিত আছিল। সভাত বক্তাসকলে অঞ্চলটোৰ উন্নয়নৰ বাবে চৰকাৰে হাতত লোৱা বিভিন্ন আঁচনিৰ বিষয়ে আলোচনা কৰে আৰু ৰাইজক সহযোগিতা আগবঢ়াবলৈ আহ্বান জনায়। উল্লেখযোগ্য যে এই সন্দৰ্ভত জিলা প্ৰশাসনে প্ৰয়োজনীয় ব্যৱস্থা গ্ৰহণ কৰিছে বুলি জনা গৈছে। [3, 362, 127, 392]
mela-body-1: দিনটোৰ অনুষ্ঠানত উপস্থিত থকা বিশিষ্ট ব্যক্তিসকলে সমাজৰ উন্নয়নৰ বাবে সকলোৱে একত্ৰিত হৈ কাম কৰিব লাগিব বুলি মত প্ৰকাশ কৰে। অনুষ্ঠানটোত স্থানীয় ৰাইজৰ উপৰিও বিভিন্ন সংগঠনৰ সদস্যসকল উপস্থিত আছিল। সভাত বক্তাসকলে অঞ্চলটোৰ উন্নয়নৰ বাবে চৰকাৰে হাতত লোৱা বিভিন্ন আঁচনিৰ বিষয়ে আলোচনা কৰে আৰু ৰাইজক সহযোগিতা আগবঢ়াবলৈ আহ্বান জনায়। উল্লেখযোগ্য যে এই সন্দৰ্ভত জিলা প্ৰশাসনে প্ৰয়োজনীয় ব্যৱস্থা গ্ৰহণ কৰিছে বুলি জনা গৈছে। [207, 318, 283, 360]
left-story4-byline: গুৱাহাটী, ১৪ জুলাই ঃ [3, 618, 38, 622]
side-small2-line2: তোলাৰ লক্ষ্য ঃ বিকাশ গোৰেকো [386, 624, 490, 634]
school-col1 [207, 535, 287, 599]
left-story1-headline [3, 190, 127, 211]
school-byline: নিজা সংবাদ, মৰিগাঁও, ১৪ জুলাই ঃ [207, 535, 261, 539]
bottom-body-11: দিনটোৰ অনুষ্ঠানত উপস্থিত থকা বিশিষ্ট ব্যক্তিসকলে সমাজৰ উন্নয়নৰ বাবে সকলোৱে একত্ৰিত হৈ কাম কৰিব লাগিব বুলি মত প্ৰকাশ কৰে। অনুষ্ঠানটোত স্থানীয় ৰাইজৰ উপৰিও বিভিন্ন সংগঠনৰ সদস্যসকল উপস্থিত আছিল। সভাত বক্তাসকলে অঞ্চলটোৰ উন্নয়নৰ বাবে চৰকাৰে হাতত লোৱা বিভিন্ন আঁচনিৰ বিষয়ে আলোচনা কৰে আৰু ৰাইজক সহযোগিতা আগবঢ়াবলৈ আহ্বান জনায়। উল্লেখযোগ্য যে এই সন্দৰ্ভত জিলা প্ৰশাসনে প্ৰয়োজনীয় ব্যৱস্থা গ্ৰহণ কৰিছে বুলি জনা গৈছে। [283, 717, 374, 751]
side-top-body-3: দিনটোৰ অনুষ্ঠানত উপস্থিত থকা বিশিষ্ট ব্যক্তিসকলে সমাজৰ উন্নয়নৰ বাবে সকলোৱে একত্ৰিত হৈ কাম কৰিব লাগিব বুলি মত প্ৰকাশ কৰে। অনুষ্ঠানটোত স্থানীয় ৰাইজৰ উপৰিও বিভিন্ন সংগঠনৰ সদস্যসকল উপস্থিত আছিল। সভাত বক্তাসকলে অঞ্চলটোৰ উন্নয়নৰ বাবে চৰকাৰে হাতত লোৱা বিভিন্ন আঁচনিৰ বিষয়ে আলোচনা কৰে আৰু ৰাইজক সহযোগিতা আগবঢ়াবলৈ আহ্বান জনায়। উল্লেখযোগ্য যে এই সন্দৰ্ভত জিলা প্ৰশাসনে প্ৰয়োজনীয় ব্যৱস্থা গ্ৰহণ কৰিছে বুলি জনা গৈছে। [379, 195, 497, 225]
masthead [0, 0, 500, 22]
mela-lower-body-5: দিনটোৰ অনুষ্ঠানত উপস্থিত থকা বিশিষ্ট ব্যক্তিসকলে সমাজৰ উন্নয়নৰ বাবে সকলোৱে একত্ৰিত হৈ কাম কৰিব লাগিব বুলি মত প্ৰকাশ কৰে। অনুষ্ঠানটোত স্থানীয় ৰাইজৰ উপৰিও বিভিন্ন সংগঠনৰ সদস্যসকল উপস্থিত আছিল। সভাত বক্তাসকলে অঞ্চলটোৰ উন্নয়নৰ বাবে চৰকাৰে হাতত লোৱা বিভিন্ন আঁচনিৰ বিষয়ে আলোচনা কৰে আৰু ৰাইজক সহযোগিতা আগবঢ়াবলৈ আহ্বান জনায়। উল্লেখযোগ্য যে এই সন্দৰ্ভত জিলা প্ৰশাসনে প্ৰয়োজনীয় ব্যৱস্থা গ্ৰহণ কৰিছে বুলি জনা গৈছে। [133, 548, 203, 591]
lead-text-col2 [283, 79, 372, 184]
mela-lower-body-2: দিনটোৰ অনুষ্ঠানত উপস্থিত থকা বিশিষ্ট ব্যক্তিসকলে সমাজৰ উন্নয়নৰ বাবে সকলোৱে একত্ৰিত হৈ কাম কৰিব লাগিব বুলি মত প্ৰকাশ কৰে। অনুষ্ঠানটোত স্থানীয় ৰাইজৰ উপৰিও বিভিন্ন সংগঠনৰ সদস্যসকল উপস্থিত আছিল। সভাত বক্তাসকলে অঞ্চলটোৰ উন্নয়নৰ বাবে চৰকাৰে হাতত লোৱা বিভিন্ন আঁচনিৰ বিষয়ে আলোচনা কৰে আৰু ৰাইজক সহযোগিতা আগবঢ়াবলৈ আহ্বান জনায়। উল্লেখযোগ্য যে এই সন্দৰ্ভত জিলা প্ৰশাসনে প্ৰয়োজনীয় ব্যৱস্থা গ্ৰহণ কৰিছে বুলি জনা গৈছে। [133, 426, 203, 469]
small-center-byline: নিজা সংবাদ, নগাঁও, ১৪ জুলাই ঃ [133, 299, 190, 303]
lead-body-4: দিনটোৰ অনুষ্ঠানত উপস্থিত থকা বিশিষ্ট ব্যক্তিসকলে সমাজৰ উন্নয়নৰ বাবে সকলোৱে একত্ৰিত হৈ কাম কৰিব লাগিব বুলি মত প্ৰকাশ কৰে। অনুষ্ঠানটোত স্থানীয় ৰাইজৰ উপৰিও বিভিন্ন সংগঠনৰ সদস্যসকল উপস্থিত আছিল। সভাত বক্তাসকলে অঞ্চলটোৰ উন্নয়নৰ বাবে চৰকাৰে হাতত লোৱা বিভিন্ন আঁচনিৰ বিষয়ে আলোচনা কৰে আৰু ৰাইজক সহযোগিতা আগবঢ়াবলৈ আহ্বান জনায়। উল্লেখযোগ্য যে এই সন্দৰ্ভত জিলা প্ৰশাসনে প্ৰয়োজনীয় ব্যৱস্থা গ্ৰহণ কৰিছে বুলি জনা গৈছে। [283, 108, 372, 142]
bottom-photo [189, 619, 374, 714]
lead-body-2: দিনটোৰ অনুষ্ঠানত উপস্থিত থকা বিশিষ্ট ব্যক্তিসকলে সমাজৰ উন্নয়নৰ বাবে সকলোৱে একত্ৰিত হৈ কাম কৰিব লাগিব বুলি মত প্ৰকাশ কৰে। অনুষ্ঠানটোত স্থানীয় ৰাইজৰ উপৰিও বিভিন্ন সংগঠনৰ সদস্যসকল উপস্থিত আছিল। সভাত বক্তাসকলে অঞ্চলটোৰ উন্নয়নৰ বাবে চৰকাৰে হাতত লোৱা বিভিন্ন আঁচনিৰ বিষয়ে আলোচনা কৰে আৰু ৰাইজক সহযোগিতা আগবঢ়াবলৈ আহ্বান জনায়। উল্লেখযোগ্য যে এই সন্দৰ্ভত জিলা প্ৰশাসনে প্ৰয়োজনীয় ব্যৱস্থা গ্ৰহণ কৰিছে বুলি জনা গৈছে। [190, 108, 279, 147]
bottom-body-1: দিনটোৰ অনুষ্ঠানত উপস্থিত থকা বিশিষ্ট ব্যক্তিসকলে সমাজৰ উন্নয়নৰ বাবে সকলোৱে একত্ৰিত হৈ কাম কৰিব লাগিব বুলি মত প্ৰকাশ কৰে। অনুষ্ঠানটোত স্থানীয় ৰাইজৰ উপৰিও বিভিন্ন সংগঠনৰ সদস্যসকল উপস্থিত আছিল। সভাত বক্তাসকলে অঞ্চলটোৰ উন্নয়নৰ বাবে চৰকাৰে হাতত লোৱা বিভিন্ন আঁচনিৰ বিষয়ে আলোচনা কৰে আৰু ৰাইজক সহযোগিতা আগবঢ়াবলৈ আহ্বান জনায়। উল্লেখযোগ্য যে এই সন্দৰ্ভত জিলা প্ৰশাসনে প্ৰয়োজনীয় ব্যৱস্থা গ্ৰহণ কৰিছে বুলি জনা গৈছে। [66, 623, 124, 678]
rule-center-main [133, 296, 373, 297]
side-small2-line1: চাৰবিৰ সৈতে নতুন উদ্বেগৰ গতি [393, 616, 483, 624]
lead-photo-caption: কলগাছিয়াত শওপুৰ গাঁও পঞ্চায়ত [4, 171, 185, 180]
bottom-photo-caption: তিতাবৰত গ্ৰীষ্মকালীন কৰ্মশালা [190, 704, 373, 713]
left-story2-text [3, 320, 127, 438]
left-story3-photo [3, 466, 127, 514]
school-col2 [291, 535, 373, 599]
center-main-col3 [295, 241, 373, 293]
mela-text [207, 318, 283, 428]
center-main-col2 [214, 241, 292, 293]
center-main-col1 [133, 241, 211, 293]
left-story2-byline: নিজা সংবাদ, গুৱাহাটী, ১৪ জুলাই ঃ [3, 320, 57, 324]
mela-lower-col3 [291, 443, 373, 517]
section-label: স্থানীয় সংবাদ [285, 4, 324, 17]
left-story3-text [3, 517, 127, 597]
side-small2-text [379, 701, 497, 791]
small-center-body-1: দিনটোৰ অনুষ্ঠানত উপস্থিত থকা বিশিষ্ট ব্যক্তিসকলে সমাজৰ উন্নয়নৰ বাবে সকলোৱে একত্ৰিত হৈ কাম কৰিব লাগিব বুলি মত প্ৰকাশ কৰে। অনুষ্ঠানটোত স্থানীয় ৰাইজৰ উপৰিও বিভিন্ন সংগঠনৰ সদস্যসকল উপস্থিত আছিল। সভাত বক্তাসকলে অঞ্চলটোৰ উন্নয়নৰ বাবে চৰকাৰে হাতত লোৱা বিভিন্ন আঁচনিৰ বিষয়ে আলোচনা কৰে আৰু ৰাইজক সহযোগিতা আগবঢ়াবলৈ আহ্বান জনায়। উল্লেখযোগ্য যে এই সন্দৰ্ভত জিলা প্ৰশাসনে প্ৰয়োজনীয় ব্যৱস্থা গ্ৰহণ কৰিছে বুলি জনা গৈছে। [133, 299, 203, 346]
left-story3-body-1: দিনটোৰ অনুষ্ঠানত উপস্থিত থকা বিশিষ্ট ব্যক্তিসকলে সমাজৰ উন্নয়নৰ বাবে সকলোৱে একত্ৰিত হৈ কাম কৰিব লাগিব বুলি মত প্ৰকাশ কৰে। অনুষ্ঠানটোত স্থানীয় ৰাইজৰ উপৰিও বিভিন্ন সংগঠনৰ সদস্যসকল উপস্থিত আছিল। সভাত বক্তাসকলে অঞ্চলটোৰ উন্নয়নৰ বাবে চৰকাৰে হাতত লোৱা বিভিন্ন আঁচনিৰ বিষয়ে আলোচনা কৰে আৰু ৰাইজক সহযোগিতা আগবঢ়াবলৈ আহ্বান জনায়। উল্লেখযোগ্য যে এই সন্দৰ্ভত জিলা প্ৰশাসনে প্ৰয়োজনীয় ব্যৱস্থা গ্ৰহণ কৰিছে বুলি জনা গৈছে। [3, 517, 127, 543]
page-number: 3 [2, 2, 12, 12]
